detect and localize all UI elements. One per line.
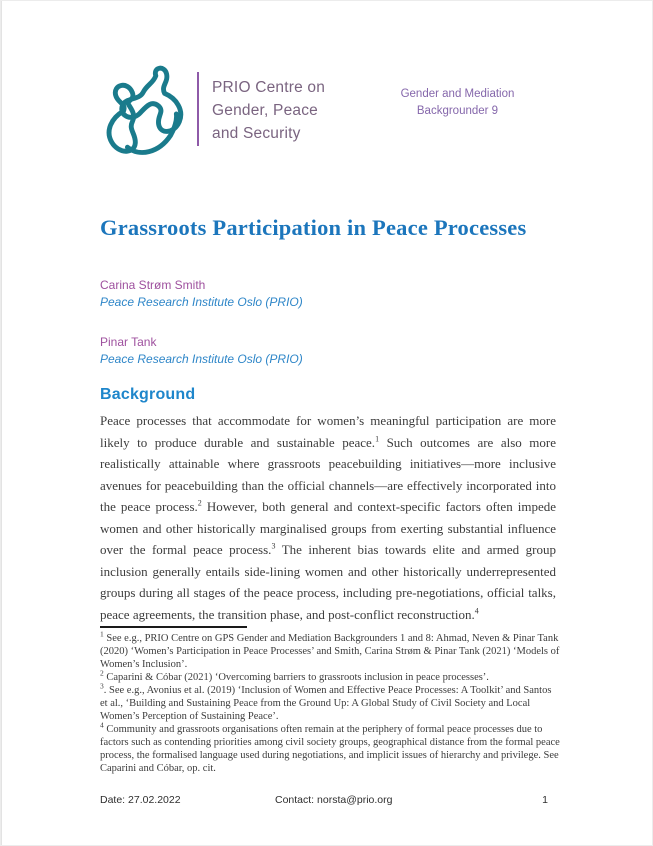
footnote-text: Caparini & Cóbar (2021) ‘Overcoming barriers to grassroots inclusion in peace processes’. bbox=[103, 672, 489, 683]
footer-date: Date: 27.02.2022 bbox=[100, 794, 181, 806]
footnote-text: Community and grassroots organisations often remain at the periphery of formal peace processes due to factors such as contending priorities among civil society groups, geographical distance from the formal peace process, the formalised language used during negotiations, and implicit issues of hierarchy and privilege. See Caparini and Cóbar, op. cit. bbox=[100, 724, 560, 774]
author-affiliation: Peace Research Institute Oslo (PRIO) bbox=[100, 295, 303, 309]
body-paragraph: Peace processes that accommodate for women’s meaningful participation are more likely to produce durable and sustainable peace.$^1$ Such outcomes are also more realistically attainable where grassroots peacebuilding initiatives—more inclusive avenues for peacebuilding than the official channels—are effectively incorporated into the peace process.$^2$ However, both general and context-specific factors often impede women and other historically marginalised groups from exerting substantial influence over the formal peace process.$^3$ The inherent bias towards elite and armed group inclusion generally entails side-lining women and other historically underrepresented groups during all stages of the peace process, including pre-negotiations, official talks, peace agreements, the transition phase, and post-conflict reconstruction.$^4$ bbox=[100, 413, 557, 622]
footnotes-list bbox=[100, 629, 560, 775]
centre-name-line: and Security bbox=[212, 125, 301, 142]
footnote-ref: 4 bbox=[474, 606, 479, 616]
footnote-separator bbox=[100, 626, 247, 628]
footer-contact: Contact: norsta@prio.org bbox=[275, 794, 393, 806]
author-name: Carina Strøm Smith bbox=[100, 278, 206, 292]
author-affiliation: Peace Research Institute Oslo (PRIO) bbox=[100, 352, 303, 366]
footnote-item bbox=[100, 629, 560, 671]
series-badge-line: Gender and Mediation bbox=[400, 88, 515, 100]
series-badge-line: Backgrounder 9 bbox=[416, 105, 499, 117]
footnote-ref: 2 bbox=[197, 498, 202, 508]
page-number: 1 bbox=[542, 794, 548, 806]
footnote-marker: 4 bbox=[100, 720, 104, 730]
author-block bbox=[100, 335, 303, 366]
footnote-marker: 3 bbox=[100, 681, 104, 691]
footnote-item bbox=[100, 720, 560, 775]
author-block bbox=[100, 278, 303, 309]
footnote-ref: 1 bbox=[375, 434, 380, 444]
footnote-ref: 3 bbox=[271, 541, 276, 551]
footnote-text: . See e.g., Avonius et al. (2019) ‘Inclusion of Women and Effective Peace Processes: A Toolkit’ and Santos et al., ‘Building and Sustaining Peace from the Ground Up: A Global Study of Civil Society and Local Women’s Perception of Sustaining Peace’. bbox=[100, 685, 552, 722]
series-badge bbox=[370, 86, 545, 120]
centre-name-line: PRIO Centre on bbox=[212, 79, 326, 96]
masthead-divider bbox=[197, 72, 199, 146]
footnote-marker: 2 bbox=[100, 668, 104, 678]
centre-name-line: Gender, Peace bbox=[212, 102, 319, 119]
centre-name bbox=[212, 76, 325, 145]
footnote-text: See e.g., PRIO Centre on GPS Gender and Mediation Backgrounders 1 and 8: Ahmad, Neven & Pinar Tank (2020) ‘Women’s Participation in Peace Processes’ and Smith, Carina Strøm & Pinar Tank (2021) ‘Models of Women’s Inclusion’. bbox=[100, 633, 560, 670]
section-heading-background: Background bbox=[100, 386, 196, 403]
footnote-marker: 1 bbox=[100, 629, 104, 639]
author-name: Pinar Tank bbox=[100, 335, 157, 349]
footnote-item bbox=[100, 668, 560, 684]
authors-list bbox=[100, 278, 303, 392]
document-title: Grassroots Participation in Peace Processes bbox=[100, 215, 527, 240]
prio-gps-logo-icon bbox=[102, 62, 192, 162]
footnote-item bbox=[100, 681, 560, 723]
